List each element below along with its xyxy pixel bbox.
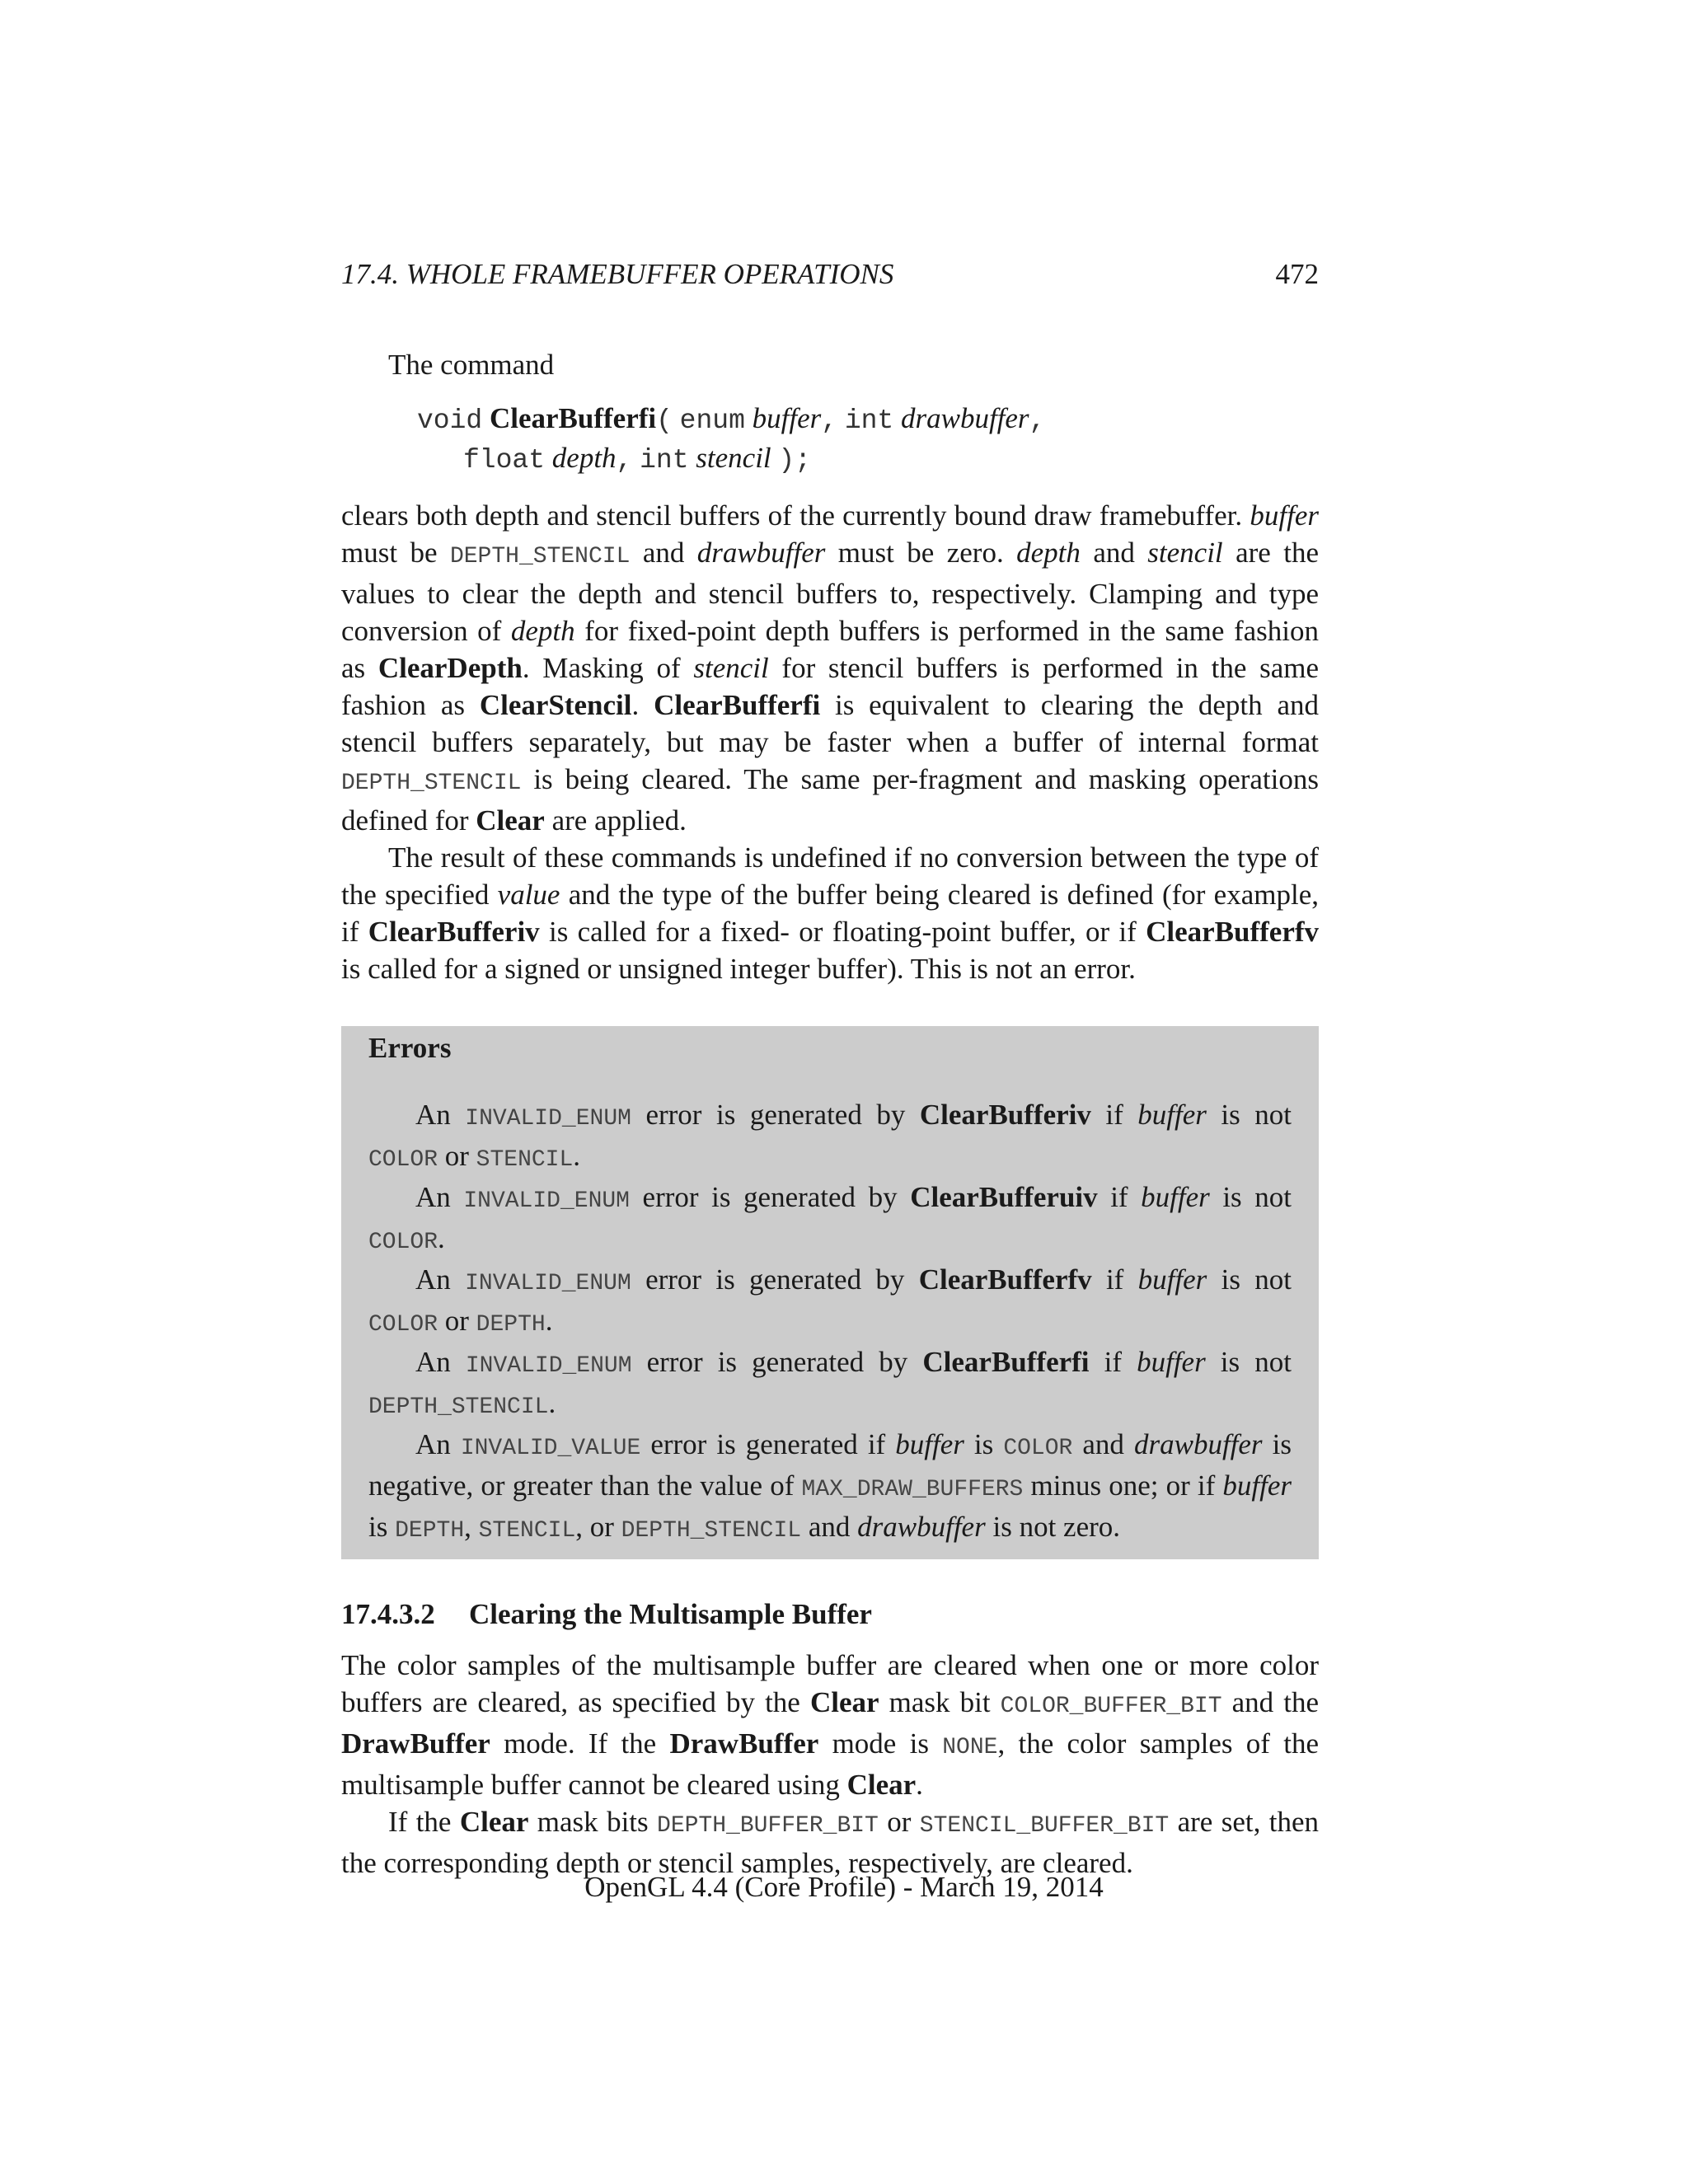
- document-page: [341, 255, 1319, 1882]
- function-prototype: [341, 400, 1319, 479]
- error-item: An INVALID_ENUM error is generated by ClearBufferfi if buffer is not DEPTH_STENCIL.: [368, 1346, 1292, 1420]
- paragraph-undefined-result: The result of these commands is undefined if no conversion between the type of the specified value and the type of the buffer being cleared is defined (for example, if ClearBufferiv is called for a fixed- or floating-point buffer, or if ClearBufferfv is called for a signed or unsigned integer buffer). This is not an error.: [341, 841, 1320, 985]
- intro-text: The command: [388, 349, 555, 381]
- prototype-line-1: void ClearBufferfi( enum buffer, int drawbuffer,: [417, 402, 1046, 436]
- section-heading: [341, 1596, 1319, 1633]
- running-header: [341, 255, 1319, 293]
- paragraph-multisample-depth-stencil: If the Clear mask bits DEPTH_BUFFER_BIT or STENCIL_BUFFER_BIT are set, then the corresponding depth or stencil samples, respectively, are cleared.: [341, 1806, 1319, 1879]
- section-title: 17.4. WHOLE FRAMEBUFFER OPERATIONS: [341, 258, 894, 290]
- section-number: 17.4.3.2: [341, 1598, 435, 1630]
- paragraph-multisample-color: The color samples of the multisample buffer are cleared when one or more color buffers are cleared, as specified by the Clear mask bit COLOR_BUFFER_BIT and the DrawBuffer mode. If the DrawBuffer mode is NONE, the color samples of the multisample buffer cannot be cleared using Clear.: [341, 1649, 1319, 1801]
- section-title-text: Clearing the Multisample Buffer: [469, 1598, 872, 1630]
- error-item: An INVALID_ENUM error is generated by ClearBufferfv if buffer is not COLOR or DEPTH.: [368, 1263, 1292, 1338]
- error-item: An INVALID_ENUM error is generated by ClearBufferuiv if buffer is not COLOR.: [368, 1181, 1292, 1255]
- page-footer: OpenGL 4.4 (Core Profile) - March 19, 2014: [584, 1871, 1104, 1903]
- error-item: An INVALID_VALUE error is generated if buffer is COLOR and drawbuffer is negative, or greater than the value of MAX_DRAW_BUFFERS minus one; or if buffer is DEPTH, STENCIL, or DEPTH_STENCIL and drawbuffer is not zero.: [368, 1428, 1292, 1544]
- error-item: An INVALID_ENUM error is generated by ClearBufferiv if buffer is not COLOR or STENCIL.: [368, 1099, 1292, 1173]
- function-name: ClearBufferfi: [489, 402, 657, 434]
- prototype-line-2: float depth, int stencil );: [463, 442, 812, 476]
- errors-heading: Errors: [368, 1032, 452, 1064]
- page-number: 472: [1275, 258, 1319, 290]
- paragraph-clearbufferfi: clears both depth and stencil buffers of the currently bound draw framebuffer. buffer must be DEPTH_STENCIL and drawbuffer must be zero. depth and stencil are the values to clear the depth and stencil buffers to, respectively. Clamping and type conversion of depth for fixed-point depth buffers is performed in the same fashion as ClearDepth. Masking of stencil for stencil buffers is performed in the same fashion as ClearStencil. ClearBufferfi is equivalent to clearing the depth and stencil buffers separately, but may be faster when a buffer of internal format DEPTH_STENCIL is being cleared. The same per-fragment and masking operations defined for Clear are applied.: [341, 499, 1320, 837]
- errors-box: [341, 1026, 1319, 1559]
